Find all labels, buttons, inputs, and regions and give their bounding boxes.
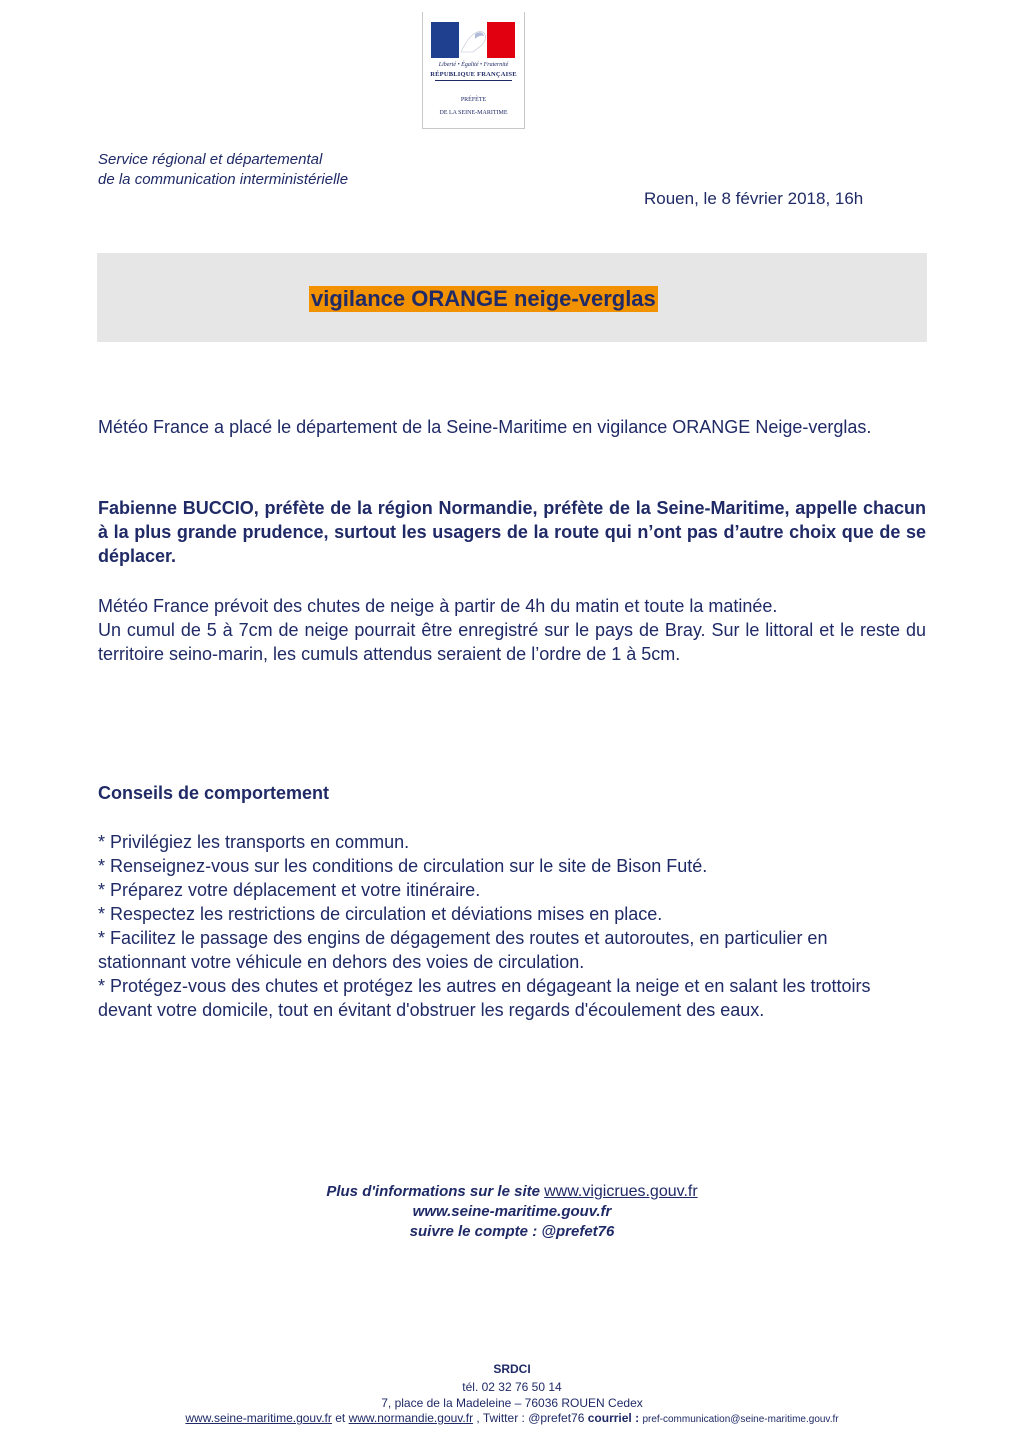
footer-twitter: , Twitter : @prefet76 <box>473 1411 588 1425</box>
more-info-line <box>0 1183 1024 1201</box>
advice-item: * Préparez votre déplacement et votre itinéraire. <box>98 880 481 900</box>
forecast-line1: Météo France prévoit des chutes de neige à partir de 4h du matin et toute la matinée. <box>98 596 778 616</box>
site-link[interactable]: www.seine-maritime.gouv.fr <box>412 1203 612 1220</box>
advice-list <box>98 830 918 1022</box>
footer-phone: tél. 02 32 76 50 14 <box>462 1380 562 1394</box>
paragraph-forecast <box>98 594 926 666</box>
document-date: Rouen, le 8 février 2018, 16h <box>644 189 864 208</box>
page-title: vigilance ORANGE neige-verglas <box>311 286 656 311</box>
paragraph-vigilance: Météo France a placé le département de la Seine-Maritime en vigilance ORANGE Neige-verglas. <box>98 417 872 437</box>
logo-prefecture-line2: DE LA SEINE-MARITIME <box>439 110 508 116</box>
follow-account: suivre le compte : @prefet76 <box>409 1223 615 1240</box>
marianne-flag-icon <box>431 22 515 58</box>
footer-site2-link[interactable]: www.normandie.gouv.fr <box>348 1411 474 1425</box>
footer-mail-label: courriel : <box>587 1411 643 1425</box>
logo-prefecture-line1: PRÉFÈTE <box>460 97 487 103</box>
advice-item: * Respectez les restrictions de circulation et déviations mises en place. <box>98 904 663 924</box>
service-name <box>98 150 348 190</box>
logo-divider <box>435 80 512 81</box>
advice-item: * Protégez-vous des chutes et protégez les autres en dégageant la neige et en salant les trottoirs devant votre domicile, tout en évitant d'obstruer les regards d'écoulement des eaux. <box>98 976 871 1020</box>
forecast-line2: Un cumul de 5 à 7cm de neige pourrait être enregistré sur le pays de Bray. Sur le littoral et le reste du territoire seino-marin, les cumuls attendus seraient de l’ordre de 1 à 5cm. <box>98 620 926 664</box>
service-line2: de la communication interministérielle <box>98 171 349 188</box>
footer-and: et <box>331 1411 349 1425</box>
footer-site1-link[interactable]: www.seine-maritime.gouv.fr <box>185 1411 332 1425</box>
footer-links <box>0 1411 1024 1427</box>
footer-mail[interactable]: pref-communication@seine-maritime.gouv.fr <box>642 1414 839 1425</box>
advice-title: Conseils de comportement <box>98 783 330 803</box>
service-line1: Service régional et départemental <box>98 151 323 168</box>
vigicrues-link[interactable]: www.vigicrues.gouv.fr <box>544 1183 698 1200</box>
logo-motto: Liberté • Égalité • Fraternité <box>438 62 509 68</box>
marianne-logo <box>422 12 525 129</box>
advice-item: * Privilégiez les transports en commun. <box>98 832 410 852</box>
footer-address: 7, place de la Madeleine – 76036 ROUEN Cedex <box>381 1396 643 1410</box>
advice-item: * Facilitez le passage des engins de dégagement des routes et autoroutes, en particulier en stationnant votre véhicule en dehors des voies de circulation. <box>98 928 828 972</box>
footer-org: SRDCI <box>493 1362 531 1376</box>
logo-republic: RÉPUBLIQUE FRANÇAISE <box>430 71 517 78</box>
advice-item: * Renseignez-vous sur les conditions de circulation sur le site de Bison Futé. <box>98 856 708 876</box>
paragraph-prefect-appeal: Fabienne BUCCIO, préfète de la région Normandie, préfète de la Seine-Maritime, appelle chacun à la plus grande prudence, surtout les usagers de la route qui n’ont pas d’autre choix que de se déplacer. <box>98 498 926 566</box>
more-info-prefix: Plus d'informations sur le site <box>326 1183 545 1200</box>
